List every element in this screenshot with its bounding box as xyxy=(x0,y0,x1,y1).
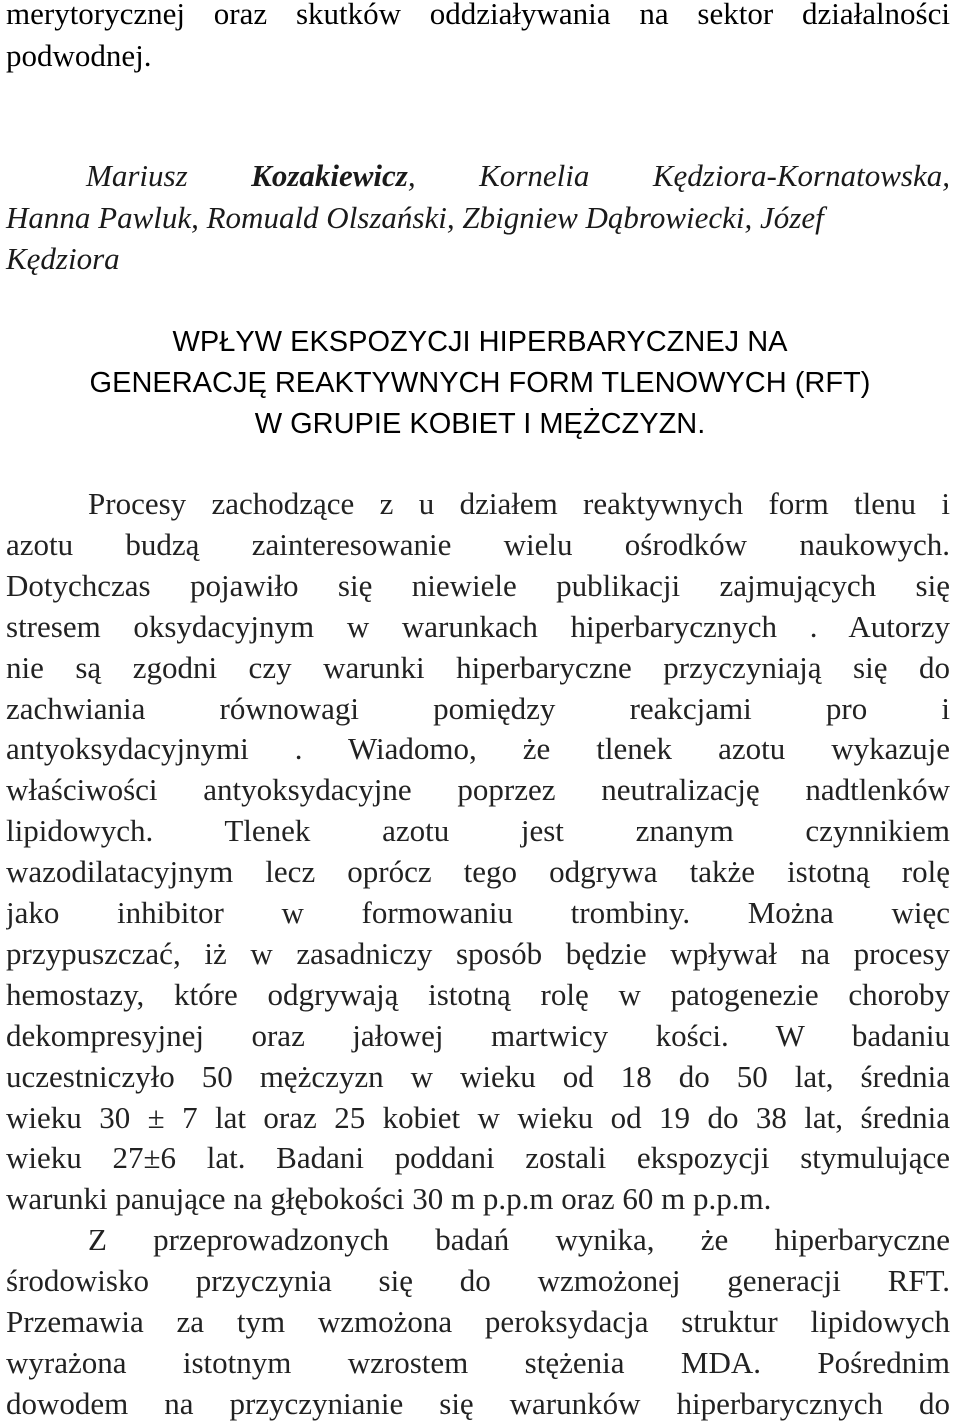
abstract-line: Dotychczas pojawiło się niewiele publikacji zajmujących się xyxy=(6,567,950,603)
abstract-line: dekompresyjnej oraz jałowej martwicy kości. W badaniu xyxy=(6,1017,950,1053)
abstract-line: wieku 27±6 lat. Badani poddani zostali ekspozycji stymulujące xyxy=(6,1140,950,1176)
abstract-line: właściwości antyoksydacyjne poprzez neutralizację nadtlenków xyxy=(6,772,950,808)
authors-line: Kędziora xyxy=(6,241,120,276)
abstract-line: lipidowych. Tlenek azotu jest znanym czynnikiem xyxy=(6,813,950,849)
abstract-line: nie są zgodni czy warunki hiperbaryczne przyczyniają się do xyxy=(6,649,950,685)
abstract-line: przypuszczać, iż w zasadniczy sposób będzie wpływał na procesy xyxy=(6,935,950,971)
author-name: Mariusz xyxy=(86,158,252,193)
abstract-line: wieku 30 ± 7 lat oraz 25 kobiet w wieku od 19 do 38 lat, średnia xyxy=(6,1099,950,1135)
article-title-line: W GRUPIE KOBIET I MĘŻCZYZN. xyxy=(254,408,706,440)
authors-line xyxy=(6,156,950,196)
authors-line: Hanna Pawluk, Romuald Olszański, Zbigniew Dąbrowiecki, Józef xyxy=(6,200,824,235)
article-title-line: GENERACJĘ REAKTYWNYCH FORM TLENOWYCH (RFT) xyxy=(89,367,871,399)
abstract-line: hemostazy, które odgrywają istotną rolę w patogenezie choroby xyxy=(6,976,950,1012)
abstract-line: jako inhibitor w formowaniu trombiny. Można więc xyxy=(6,895,950,930)
abstract-line: Z przeprowadzonych badań wynika, że hiperbaryczne xyxy=(88,1222,950,1258)
abstract-line: środowisko przyczynia się do wzmożonej generacji RFT. xyxy=(6,1263,950,1299)
abstract-line: Przemawia za tym wzmożona peroksydacja struktur lipidowych xyxy=(6,1304,950,1339)
abstract-line: azotu budzą zainteresowanie wielu ośrodków naukowych. xyxy=(6,526,950,562)
abstract-line: wazodilatacyjnym lecz oprócz tego odgrywa także istotną rolę xyxy=(6,854,950,890)
article-title-line: WPŁYW EKSPOZYCJI HIPERBARYCZNEJ NA xyxy=(172,326,788,358)
abstract-line: stresem oksydacyjnym w warunkach hiperbarycznych . Autorzy xyxy=(6,608,950,644)
abstract-line: zachwiania równowagi pomiędzy reakcjami pro i xyxy=(6,690,950,726)
abstract-line: antyoksydacyjnymi . Wiadomo, że tlenek azotu wykazuje xyxy=(6,731,950,767)
abstract-line: warunki panujące na głębokości 30 m p.p.m oraz 60 m p.p.m. xyxy=(6,1181,772,1217)
abstract-line: Procesy zachodzące z u działem reaktywnych form tlenu i xyxy=(88,486,950,521)
abstract-line: dowodem na przyczynianie się warunków hiperbarycznych do xyxy=(6,1385,950,1421)
author-names: , Kornelia Kędziora-Kornatowska, xyxy=(407,158,950,193)
intro-line: merytorycznej oraz skutków oddziaływania na sektor działalności xyxy=(6,0,950,31)
abstract-line: wyrażona istotnym wzrostem stężenia MDA. Pośrednim xyxy=(6,1344,950,1380)
abstract-line: uczestniczyło 50 mężczyzn w wieku od 18 do 50 lat, średnia xyxy=(6,1058,950,1094)
author-name-bold: Kozakiewicz xyxy=(251,158,408,193)
intro-line: podwodnej. xyxy=(6,38,152,73)
